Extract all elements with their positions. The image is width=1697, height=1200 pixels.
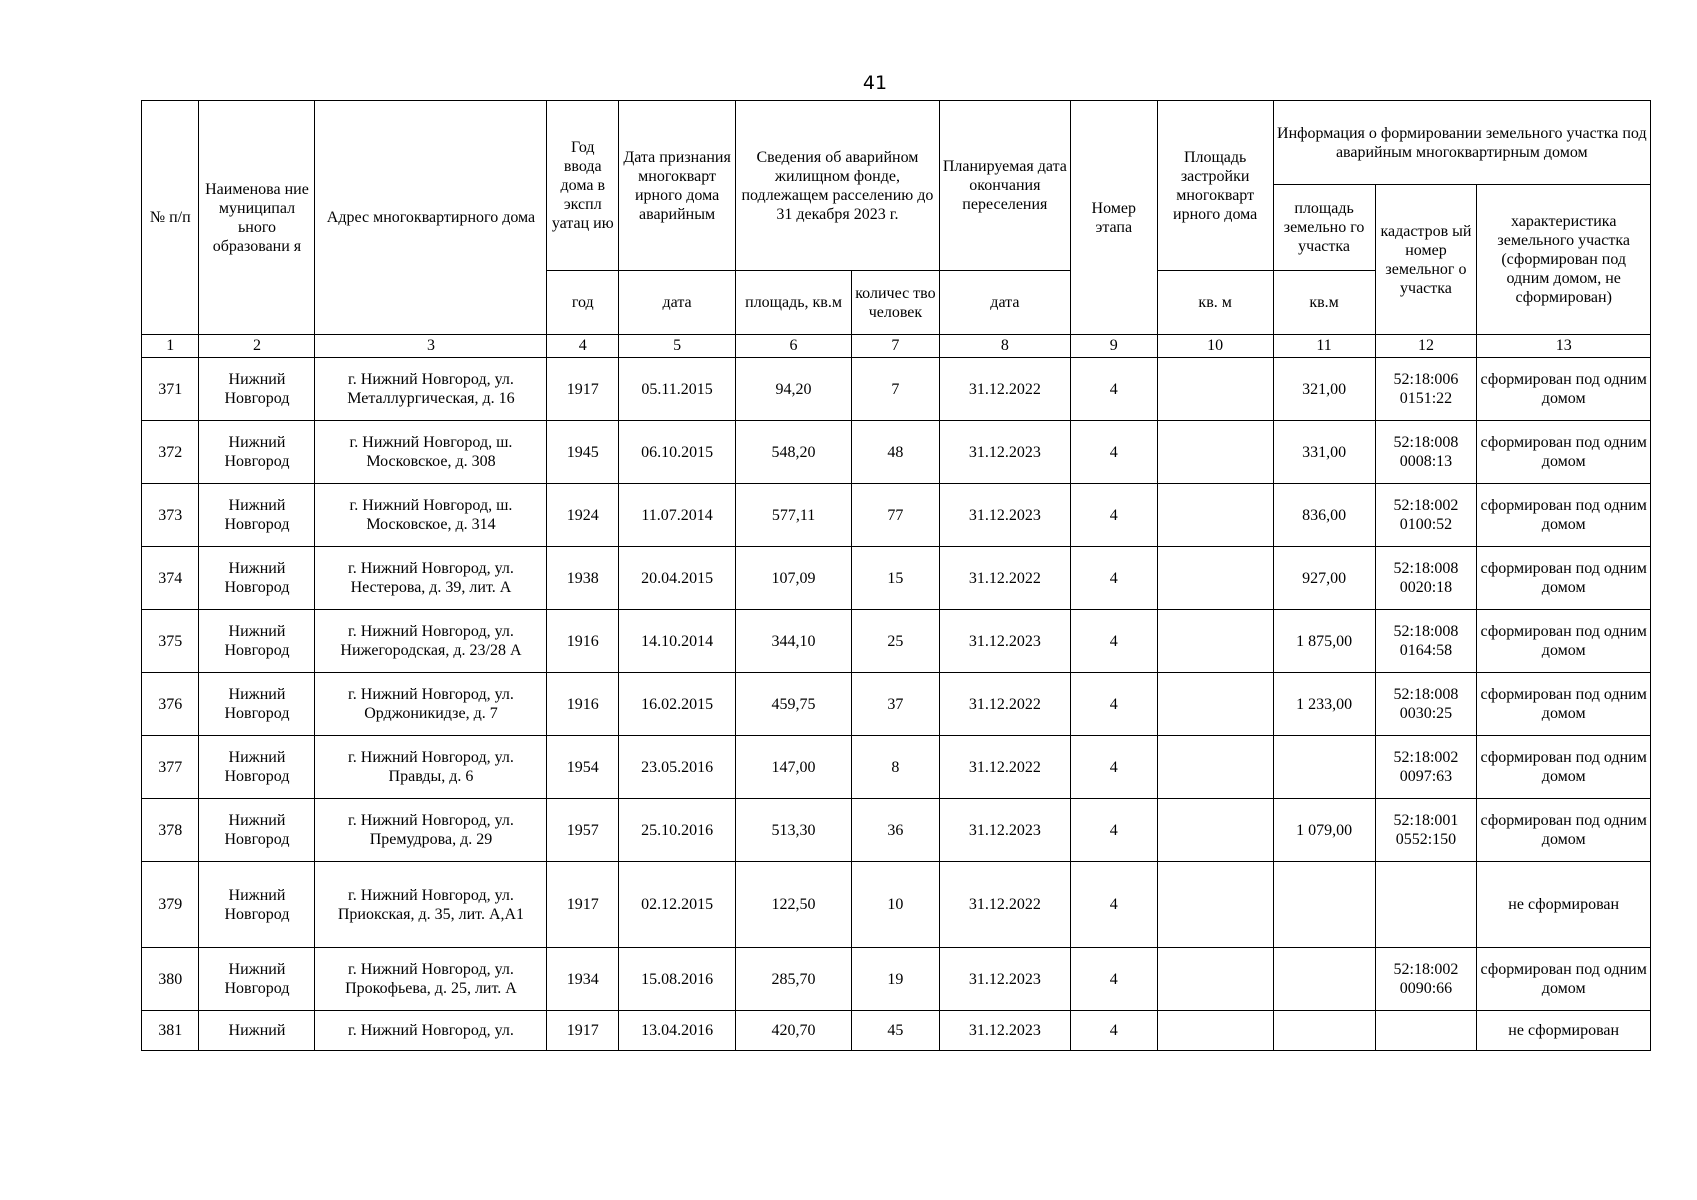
cell-recognition-date: 13.04.2016 [619,1011,736,1051]
cell-land-area: 1 875,00 [1273,610,1375,673]
cell-planned-date: 31.12.2023 [939,948,1070,1011]
cell-building-area [1157,799,1273,862]
cell-stage: 4 [1070,799,1157,862]
cell-building-area [1157,421,1273,484]
cell-land-characteristic: сформирован под одним домом [1477,736,1651,799]
cell-building-area [1157,862,1273,948]
header-building-area: Площадь застройки многокварт ирного дома [1157,101,1273,271]
cell-housing-area: 94,20 [736,358,852,421]
header-row [142,101,1651,185]
cell-municipality: Нижний [199,1011,315,1051]
cell-building-area [1157,547,1273,610]
cell-housing-area: 513,30 [736,799,852,862]
cell-year-built: 1938 [547,547,619,610]
cell-people-count: 19 [852,948,940,1011]
cell-planned-date: 31.12.2022 [939,862,1070,948]
cell-cadastral-number: 52:18:008 0008:13 [1375,421,1477,484]
cell-address: г. Нижний Новгород, ул. Нижегородская, д. 23/28 А [315,610,547,673]
cell-address: г. Нижний Новгород, ш. Московское, д. 308 [315,421,547,484]
cell-address: г. Нижний Новгород, ул. [315,1011,547,1051]
cell-year-built: 1916 [547,610,619,673]
cell-planned-date: 31.12.2022 [939,673,1070,736]
column-number: 7 [852,335,940,358]
cell-year-built: 1917 [547,358,619,421]
cell-land-characteristic: не сформирован [1477,862,1651,948]
cell-building-area [1157,484,1273,547]
cell-planned-date: 31.12.2022 [939,358,1070,421]
cell-address: г. Нижний Новгород, ул. Премудрова, д. 29 [315,799,547,862]
cell-land-characteristic: сформирован под одним домом [1477,948,1651,1011]
cell-housing-area: 548,20 [736,421,852,484]
cell-stage: 4 [1070,421,1157,484]
cell-year-built: 1917 [547,862,619,948]
cell-recognition-date: 15.08.2016 [619,948,736,1011]
cell-municipality: Нижний Новгород [199,862,315,948]
unit-people: количес тво человек [852,271,940,335]
cell-land-characteristic: сформирован под одним домом [1477,547,1651,610]
cell-stage: 4 [1070,484,1157,547]
cell-people-count: 37 [852,673,940,736]
cell-people-count: 48 [852,421,940,484]
column-number: 3 [315,335,547,358]
cell-housing-area: 107,09 [736,547,852,610]
column-number: 8 [939,335,1070,358]
cell-cadastral-number: 52:18:002 0100:52 [1375,484,1477,547]
cell-building-area [1157,948,1273,1011]
cell-year-built: 1934 [547,948,619,1011]
cell-housing-area: 285,70 [736,948,852,1011]
column-number: 13 [1477,335,1651,358]
table-row [142,799,1651,862]
cell-housing-area: 344,10 [736,610,852,673]
header-land-characteristic: характеристика земельного участка (сформирован под одним домом, не сформирован) [1477,185,1651,335]
cell-people-count: 10 [852,862,940,948]
header-housing-info: Сведения об аварийном жилищном фонде, подлежащем расселению до 31 декабря 2023 г. [736,101,940,271]
table-row [142,547,1651,610]
cell-municipality: Нижний Новгород [199,948,315,1011]
cell-row-number: 377 [142,736,199,799]
cell-stage: 4 [1070,1011,1157,1051]
cell-cadastral-number: 52:18:002 0090:66 [1375,948,1477,1011]
cell-municipality: Нижний Новгород [199,484,315,547]
page-number: 41 [862,72,888,94]
unit-building-area: кв. м [1157,271,1273,335]
cell-planned-date: 31.12.2023 [939,1011,1070,1051]
cell-row-number: 375 [142,610,199,673]
cell-housing-area: 420,70 [736,1011,852,1051]
cell-land-characteristic: сформирован под одним домом [1477,484,1651,547]
cell-row-number: 373 [142,484,199,547]
cell-housing-area: 459,75 [736,673,852,736]
table-row [142,1011,1651,1051]
cell-municipality: Нижний Новгород [199,421,315,484]
header-stage: Номер этапа [1070,101,1157,335]
header-recognition-date: Дата признания многокварт ирного дома аварийным [619,101,736,271]
cell-address: г. Нижний Новгород, ул. Приокская, д. 35, лит. А,А1 [315,862,547,948]
header-municipality: Наименова ние муниципал ьного образовани я [199,101,315,335]
cell-row-number: 376 [142,673,199,736]
cell-stage: 4 [1070,547,1157,610]
cell-recognition-date: 25.10.2016 [619,799,736,862]
cell-municipality: Нижний Новгород [199,547,315,610]
cell-housing-area: 577,11 [736,484,852,547]
cell-cadastral-number: 52:18:006 0151:22 [1375,358,1477,421]
table-body [142,101,1651,1051]
cell-planned-date: 31.12.2023 [939,610,1070,673]
cell-people-count: 77 [852,484,940,547]
cell-address: г. Нижний Новгород, ул. Прокофьева, д. 25, лит. А [315,948,547,1011]
cell-stage: 4 [1070,358,1157,421]
cell-planned-date: 31.12.2022 [939,736,1070,799]
cell-land-area [1273,948,1375,1011]
cell-land-area: 836,00 [1273,484,1375,547]
unit-area: площадь, кв.м [736,271,852,335]
cell-stage: 4 [1070,673,1157,736]
cell-land-characteristic: сформирован под одним домом [1477,610,1651,673]
cell-row-number: 379 [142,862,199,948]
column-number: 12 [1375,335,1477,358]
table-row [142,736,1651,799]
column-number: 9 [1070,335,1157,358]
cell-land-area [1273,1011,1375,1051]
cell-stage: 4 [1070,736,1157,799]
cell-cadastral-number: 52:18:008 0164:58 [1375,610,1477,673]
header-cadastral: кадастров ый номер земельног о участка [1375,185,1477,335]
cell-recognition-date: 02.12.2015 [619,862,736,948]
column-number: 5 [619,335,736,358]
table-row [142,862,1651,948]
header-number: № п/п [142,101,199,335]
cell-municipality: Нижний Новгород [199,673,315,736]
cell-recognition-date: 14.10.2014 [619,610,736,673]
unit-land-area: кв.м [1273,271,1375,335]
cell-cadastral-number [1375,1011,1477,1051]
relocation-table [141,100,1651,1051]
cell-row-number: 380 [142,948,199,1011]
cell-land-area: 1 233,00 [1273,673,1375,736]
unit-date: дата [619,271,736,335]
cell-recognition-date: 23.05.2016 [619,736,736,799]
table-row [142,358,1651,421]
cell-recognition-date: 05.11.2015 [619,358,736,421]
cell-stage: 4 [1070,862,1157,948]
cell-year-built: 1917 [547,1011,619,1051]
cell-land-characteristic: сформирован под одним домом [1477,358,1651,421]
cell-cadastral-number: 52:18:001 0552:150 [1375,799,1477,862]
cell-land-area: 331,00 [1273,421,1375,484]
unit-year: год [547,271,619,335]
cell-people-count: 36 [852,799,940,862]
table-row [142,673,1651,736]
header-year: Год ввода дома в экспл уатац ию [547,101,619,271]
cell-stage: 4 [1070,948,1157,1011]
cell-row-number: 372 [142,421,199,484]
cell-land-characteristic: сформирован под одним домом [1477,673,1651,736]
cell-land-characteristic: сформирован под одним домом [1477,799,1651,862]
unit-planned-date: дата [939,271,1070,335]
cell-cadastral-number [1375,862,1477,948]
cell-land-characteristic: сформирован под одним домом [1477,421,1651,484]
cell-year-built: 1957 [547,799,619,862]
column-number: 2 [199,335,315,358]
header-planned-date: Планируемая дата окончания переселения [939,101,1070,271]
cell-cadastral-number: 52:18:008 0030:25 [1375,673,1477,736]
cell-building-area [1157,610,1273,673]
cell-stage: 4 [1070,610,1157,673]
cell-planned-date: 31.12.2023 [939,799,1070,862]
cell-municipality: Нижний Новгород [199,610,315,673]
column-number: 10 [1157,335,1273,358]
cell-address: г. Нижний Новгород, ул. Нестерова, д. 39, лит. А [315,547,547,610]
column-number: 4 [547,335,619,358]
table-row [142,421,1651,484]
cell-planned-date: 31.12.2023 [939,421,1070,484]
cell-building-area [1157,673,1273,736]
cell-housing-area: 122,50 [736,862,852,948]
cell-land-characteristic: не сформирован [1477,1011,1651,1051]
cell-recognition-date: 20.04.2015 [619,547,736,610]
header-land-group: Информация о формировании земельного участка под аварийным многоквартирным домом [1273,101,1650,185]
cell-cadastral-number: 52:18:008 0020:18 [1375,547,1477,610]
cell-people-count: 8 [852,736,940,799]
cell-year-built: 1945 [547,421,619,484]
cell-address: г. Нижний Новгород, ул. Правды, д. 6 [315,736,547,799]
cell-recognition-date: 16.02.2015 [619,673,736,736]
header-address: Адрес многоквартирного дома [315,101,547,335]
cell-municipality: Нижний Новгород [199,358,315,421]
cell-building-area [1157,736,1273,799]
cell-address: г. Нижний Новгород, ш. Московское, д. 314 [315,484,547,547]
column-number: 1 [142,335,199,358]
cell-people-count: 45 [852,1011,940,1051]
cell-recognition-date: 11.07.2014 [619,484,736,547]
cell-land-area: 1 079,00 [1273,799,1375,862]
header-land-area: площадь земельно го участка [1273,185,1375,271]
cell-cadastral-number: 52:18:002 0097:63 [1375,736,1477,799]
cell-row-number: 371 [142,358,199,421]
cell-people-count: 15 [852,547,940,610]
column-number: 11 [1273,335,1375,358]
cell-planned-date: 31.12.2023 [939,484,1070,547]
cell-address: г. Нижний Новгород, ул. Орджоникидзе, д. 7 [315,673,547,736]
table-row [142,610,1651,673]
cell-building-area [1157,358,1273,421]
cell-address: г. Нижний Новгород, ул. Металлургическая, д. 16 [315,358,547,421]
cell-people-count: 7 [852,358,940,421]
table-row [142,948,1651,1011]
column-numbers-row [142,335,1651,358]
column-number: 6 [736,335,852,358]
cell-land-area: 321,00 [1273,358,1375,421]
table-row [142,484,1651,547]
cell-building-area [1157,1011,1273,1051]
cell-year-built: 1916 [547,673,619,736]
cell-land-area [1273,862,1375,948]
cell-recognition-date: 06.10.2015 [619,421,736,484]
cell-row-number: 378 [142,799,199,862]
cell-municipality: Нижний Новгород [199,799,315,862]
cell-people-count: 25 [852,610,940,673]
cell-planned-date: 31.12.2022 [939,547,1070,610]
cell-row-number: 381 [142,1011,199,1051]
cell-land-area [1273,736,1375,799]
cell-row-number: 374 [142,547,199,610]
cell-land-area: 927,00 [1273,547,1375,610]
cell-year-built: 1954 [547,736,619,799]
cell-municipality: Нижний Новгород [199,736,315,799]
cell-year-built: 1924 [547,484,619,547]
cell-housing-area: 147,00 [736,736,852,799]
